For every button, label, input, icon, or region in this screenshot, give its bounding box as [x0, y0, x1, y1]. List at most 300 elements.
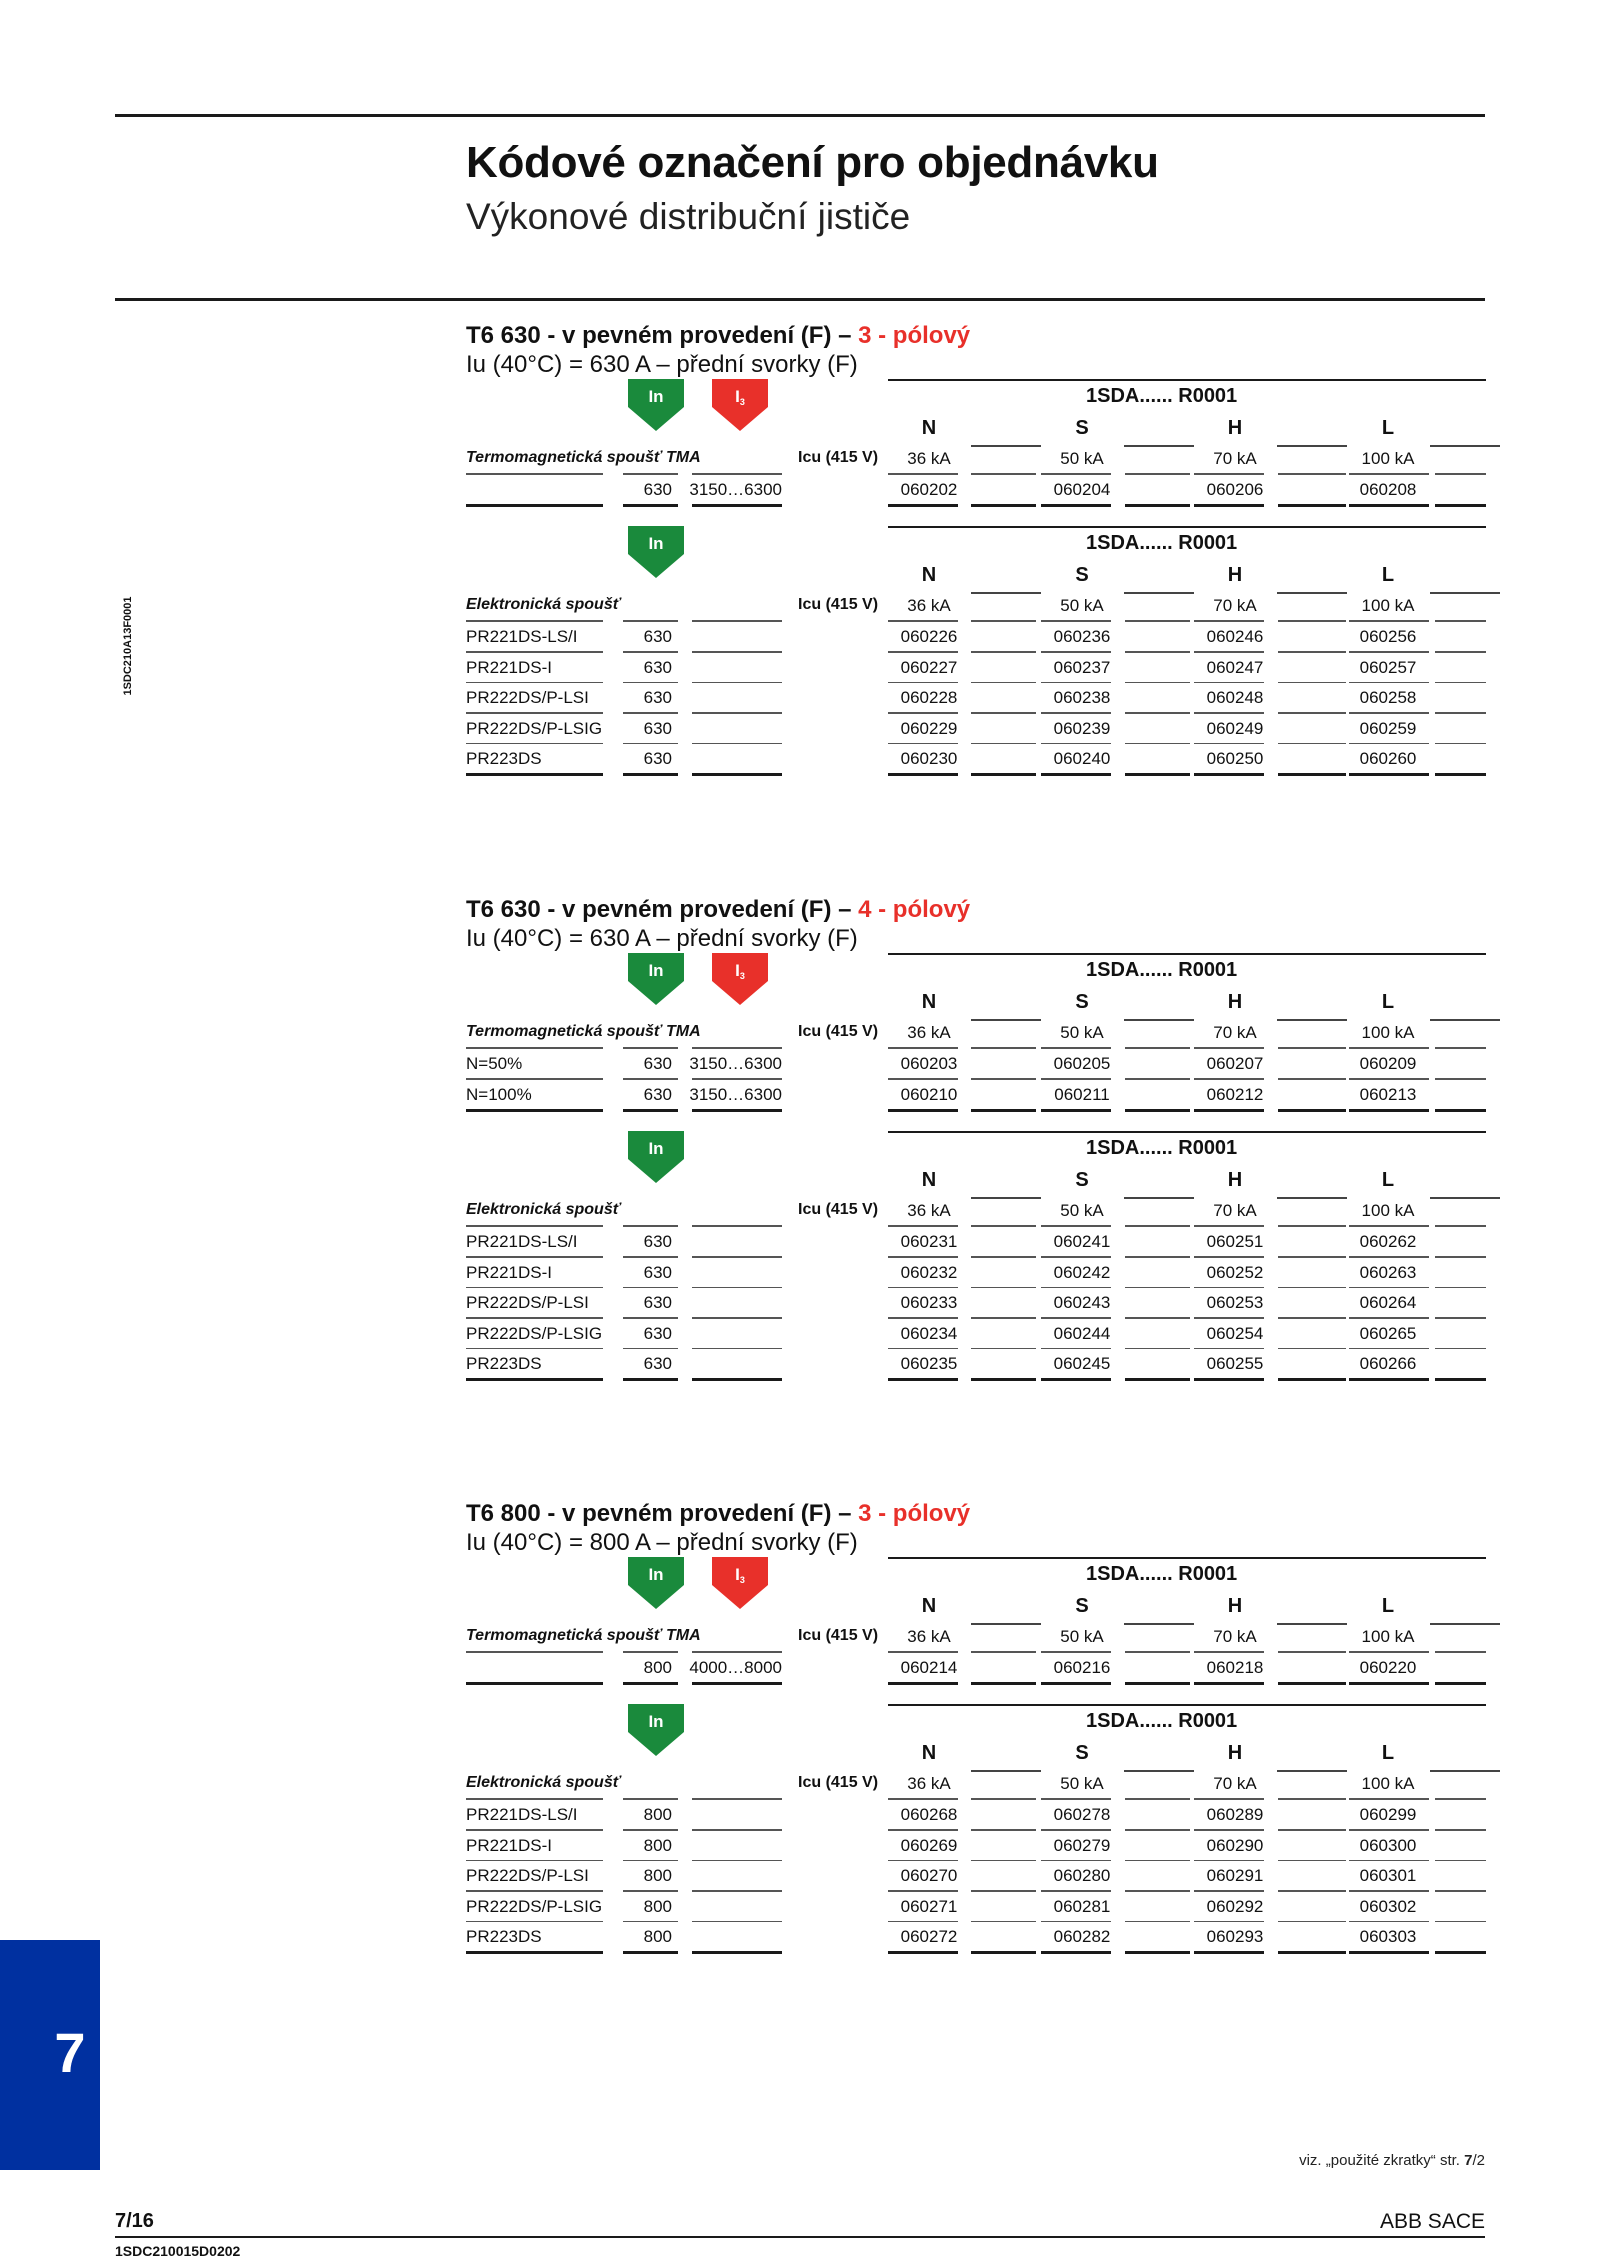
order-code-cell: 100 kA — [1361, 1201, 1415, 1220]
order-code-cell: 060262 — [1359, 1232, 1417, 1251]
footnote-suffix: /2 — [1472, 2152, 1485, 2169]
footnote — [1299, 2152, 1485, 2169]
row-rule — [692, 1951, 782, 1954]
row-rule — [1194, 1348, 1264, 1350]
row-rule — [466, 1682, 603, 1685]
order-code-cell: 060279 — [1053, 1835, 1111, 1855]
in-value: 630 — [643, 1262, 672, 1282]
row-rule — [1125, 1109, 1190, 1112]
row-rule — [1125, 1890, 1190, 1892]
row-rule — [1435, 1682, 1486, 1685]
row-rule — [1125, 1829, 1190, 1831]
row-rule — [1194, 1078, 1264, 1080]
row-rule — [692, 1348, 782, 1350]
row-rule — [1278, 1317, 1346, 1319]
row-rule — [1125, 1798, 1190, 1800]
in-value: 630 — [643, 718, 672, 738]
row-rule — [888, 1798, 958, 1800]
row-rule — [1435, 1921, 1486, 1923]
column-header: L — [1381, 991, 1395, 1013]
section-1 — [466, 322, 1486, 801]
column-header: S — [1075, 564, 1089, 586]
row-rule — [1435, 1078, 1486, 1080]
section-title — [466, 896, 1486, 924]
row-rule — [623, 651, 678, 653]
row-rule — [466, 1317, 603, 1319]
row-rule — [1435, 1047, 1486, 1049]
order-code-cell: 060269 — [900, 1835, 958, 1855]
in-value: 630 — [643, 749, 672, 768]
row-rule — [1041, 1951, 1111, 1954]
order-code-cell: 060232 — [900, 1262, 958, 1282]
row-rule — [1435, 504, 1486, 507]
in-arrow-icon — [628, 1557, 684, 1609]
section-title-poles: 4 - pólový — [858, 896, 971, 923]
row-rule — [1278, 712, 1346, 714]
row-rule — [1041, 1225, 1111, 1227]
row-rule — [1435, 651, 1486, 653]
row-rule — [888, 1256, 958, 1258]
in-value: 800 — [643, 1927, 672, 1946]
row-rule — [971, 1682, 1036, 1685]
row-rule — [466, 1829, 603, 1831]
row-rule — [623, 1651, 678, 1653]
column-rule — [1124, 592, 1194, 594]
row-rule — [623, 1047, 678, 1049]
page-title: Kódové označení pro objednávku — [466, 138, 1159, 187]
row-rule — [623, 1348, 678, 1350]
row-rule — [1125, 1921, 1190, 1923]
row-rule — [1041, 1921, 1111, 1923]
row-rule — [888, 773, 958, 776]
column-rule — [1430, 1623, 1500, 1625]
column-rule — [1430, 592, 1500, 594]
order-code-cell: 060293 — [1206, 1927, 1264, 1946]
trip-unit-label: PR222DS/P-LSIG — [466, 1323, 603, 1343]
row-rule — [1194, 504, 1264, 507]
row-rule — [1278, 1256, 1346, 1258]
column-header: S — [1075, 1595, 1089, 1617]
row-rule — [1194, 1921, 1264, 1923]
section-title-main: T6 630 - v pevném provedení (F) – — [466, 322, 859, 349]
row-rule — [888, 1225, 958, 1227]
row-rule — [1349, 712, 1429, 714]
in-value: 800 — [643, 1805, 672, 1824]
column-header: S — [1075, 417, 1089, 439]
row-rule — [971, 504, 1036, 507]
i3-arrow-icon-text: I — [735, 1565, 740, 1584]
row-rule — [1194, 1378, 1264, 1381]
row-rule — [1435, 1951, 1486, 1954]
row-rule — [623, 1860, 678, 1862]
electronic-table — [466, 1131, 1486, 1406]
in-arrow-icon — [628, 526, 684, 578]
row-rule — [1278, 682, 1346, 684]
row-rule — [1349, 1225, 1429, 1227]
row-rule — [1125, 773, 1190, 776]
release-type-label: Elektronická spoušť — [466, 596, 621, 613]
i3-arrow-icon-text: I — [735, 961, 740, 980]
row-rule — [1194, 1798, 1264, 1800]
column-header: H — [1227, 1595, 1243, 1617]
row-rule — [466, 1378, 603, 1381]
row-rule — [623, 712, 678, 714]
row-rule — [1125, 651, 1190, 653]
column-rule — [1430, 1197, 1500, 1199]
column-rule — [1124, 1019, 1194, 1021]
order-code-cell: 060243 — [1053, 1293, 1111, 1312]
column-rule — [1430, 1019, 1500, 1021]
row-rule — [971, 1651, 1036, 1653]
order-code-cell: 060241 — [1053, 1232, 1111, 1251]
row-rule — [1349, 1378, 1429, 1381]
order-code-cell: 060253 — [1206, 1293, 1264, 1312]
row-rule — [1194, 743, 1264, 745]
table-top-rule — [888, 1704, 1486, 1706]
order-code-cell: 060265 — [1359, 1323, 1417, 1343]
in-arrow-icon-label — [628, 961, 684, 981]
order-code-cell: 060264 — [1359, 1293, 1417, 1312]
row-rule — [466, 1225, 603, 1227]
row-rule — [888, 1682, 958, 1685]
trip-unit-label: PR222DS/P-LSI — [466, 1293, 589, 1312]
row-rule — [1435, 1829, 1486, 1831]
row-rule — [1041, 473, 1111, 475]
trip-unit-label: PR221DS-LS/I — [466, 1232, 578, 1251]
page-subtitle: Výkonové distribuční jističe — [466, 196, 911, 237]
header-rule — [115, 298, 1485, 301]
row-rule — [692, 1109, 782, 1112]
order-code-cell: 060246 — [1206, 627, 1264, 646]
row-rule — [466, 1078, 603, 1080]
in-value: 630 — [643, 657, 672, 677]
order-code-cell: 50 kA — [1060, 1023, 1104, 1042]
in-value: 630 — [643, 627, 672, 646]
column-header: H — [1227, 1169, 1243, 1191]
row-rule — [888, 1651, 958, 1653]
order-code-cell: 060292 — [1206, 1896, 1264, 1916]
electronic-table — [466, 1704, 1486, 1979]
side-figure-code: 1SDC210A13F0001 — [122, 596, 134, 696]
row-rule — [1125, 682, 1190, 684]
row-rule — [1041, 620, 1111, 622]
row-rule — [888, 473, 958, 475]
row-rule — [692, 651, 782, 653]
order-code-cell: 060226 — [900, 627, 958, 646]
i3-arrow-icon-label — [712, 387, 768, 407]
row-rule — [1435, 1287, 1486, 1289]
column-header: N — [921, 564, 937, 586]
in-arrow-icon — [628, 379, 684, 431]
in-value: 630 — [643, 1232, 672, 1251]
column-header: S — [1075, 991, 1089, 1013]
column-header: N — [921, 1742, 937, 1764]
section-title-poles: 3 - pólový — [858, 322, 971, 349]
row-rule — [1278, 473, 1346, 475]
row-rule — [1194, 651, 1264, 653]
row-rule — [1041, 1682, 1111, 1685]
order-code-cell: 060278 — [1053, 1805, 1111, 1824]
row-rule — [1041, 712, 1111, 714]
release-type-label: Termomagnetická spoušť TMA — [466, 449, 701, 466]
order-code-cell: 060250 — [1206, 749, 1264, 768]
i3-arrow-icon-subscript: 3 — [739, 971, 745, 981]
tma-table — [466, 1557, 1486, 1698]
order-code-cell: 060240 — [1053, 749, 1111, 768]
order-code-cell: 060235 — [900, 1354, 958, 1373]
order-code-cell: 060244 — [1053, 1323, 1111, 1343]
row-rule — [466, 504, 603, 507]
order-code-cell: 50 kA — [1060, 1774, 1104, 1793]
row-rule — [692, 1317, 782, 1319]
icu-label: Icu (415 V) — [798, 1023, 879, 1040]
row-rule — [1435, 1798, 1486, 1800]
column-header: L — [1381, 1742, 1395, 1764]
row-rule — [888, 1317, 958, 1319]
order-code-cell: 70 kA — [1213, 596, 1257, 615]
row-rule — [888, 743, 958, 745]
row-rule — [1278, 743, 1346, 745]
row-rule — [623, 1951, 678, 1954]
row-rule — [971, 1798, 1036, 1800]
row-rule — [888, 1860, 958, 1862]
order-code-cell: 060251 — [1206, 1232, 1264, 1251]
trip-unit-label: PR222DS/P-LSIG — [466, 718, 603, 738]
order-code-cell: 100 kA — [1361, 1023, 1415, 1042]
row-rule — [971, 743, 1036, 745]
row-rule — [971, 1890, 1036, 1892]
trip-unit-label: PR223DS — [466, 1927, 542, 1946]
row-rule — [1125, 1951, 1190, 1954]
row-rule — [1435, 1378, 1486, 1381]
in-arrow-icon — [628, 1131, 684, 1183]
row-rule — [466, 1348, 603, 1350]
column-rule — [1277, 1770, 1347, 1772]
row-rule — [623, 1798, 678, 1800]
icu-label: Icu (415 V) — [798, 449, 879, 466]
row-rule — [971, 1047, 1036, 1049]
row-rule — [1435, 1890, 1486, 1892]
order-code-cell: 060230 — [900, 749, 958, 768]
trip-unit-label: PR223DS — [466, 749, 542, 768]
row-rule — [1435, 712, 1486, 714]
order-code-cell: 060238 — [1053, 688, 1111, 707]
in-arrow-icon-label — [628, 534, 684, 554]
i3-arrow-icon — [712, 1557, 768, 1609]
in-arrow-icon-text: In — [648, 961, 664, 980]
row-rule — [692, 620, 782, 622]
order-code-cell: 060271 — [900, 1896, 958, 1916]
row-rule — [971, 1829, 1036, 1831]
order-code-cell: 060202 — [900, 480, 958, 499]
i3-arrow-icon-subscript: 3 — [739, 397, 745, 407]
row-rule — [1125, 620, 1190, 622]
column-rule — [1430, 445, 1500, 447]
row-rule — [888, 1287, 958, 1289]
i3-value: 3150…6300 — [689, 1054, 782, 1073]
row-rule — [1278, 1829, 1346, 1831]
row-rule — [1435, 743, 1486, 745]
row-rule — [1349, 1287, 1429, 1289]
release-type-label: Termomagnetická spoušť TMA — [466, 1627, 701, 1644]
footer-rule — [115, 2236, 1485, 2238]
row-rule — [888, 651, 958, 653]
document-code: 1SDC210015D0202 — [115, 2243, 241, 2259]
row-rule — [1435, 1109, 1486, 1112]
row-rule — [466, 712, 603, 714]
row-rule — [1349, 1256, 1429, 1258]
row-rule — [1125, 743, 1190, 745]
row-rule — [1194, 1225, 1264, 1227]
row-rule — [1278, 620, 1346, 622]
row-rule — [692, 1378, 782, 1381]
column-rule — [971, 1623, 1041, 1625]
order-code-cell: 70 kA — [1213, 1627, 1257, 1646]
row-rule — [1349, 1317, 1429, 1319]
order-code-header: 1SDA...... R0001 — [1086, 1710, 1238, 1732]
row-rule — [1194, 1860, 1264, 1862]
row-rule — [692, 773, 782, 776]
row-rule — [623, 1890, 678, 1892]
row-rule — [1125, 473, 1190, 475]
column-header: H — [1227, 417, 1243, 439]
row-rule — [971, 1078, 1036, 1080]
row-rule — [692, 504, 782, 507]
row-rule — [888, 1890, 958, 1892]
row-rule — [1278, 1951, 1346, 1954]
row-rule — [1041, 743, 1111, 745]
row-rule — [466, 743, 603, 745]
row-rule — [888, 1109, 958, 1112]
tma-row-label: N=100% — [466, 1085, 532, 1104]
icu-label: Icu (415 V) — [798, 1774, 879, 1791]
row-rule — [1041, 504, 1111, 507]
order-code-cell: 060248 — [1206, 688, 1264, 707]
in-value: 630 — [643, 1293, 672, 1312]
tma-table — [466, 953, 1486, 1125]
row-rule — [466, 773, 603, 776]
row-rule — [1349, 620, 1429, 622]
order-code-cell: 70 kA — [1213, 1201, 1257, 1220]
order-code-cell: 060212 — [1206, 1085, 1264, 1104]
row-rule — [971, 1317, 1036, 1319]
order-code-cell: 100 kA — [1361, 596, 1415, 615]
row-rule — [1125, 504, 1190, 507]
order-code-cell: 060256 — [1359, 627, 1417, 646]
in-arrow-icon — [628, 1704, 684, 1756]
order-code-cell: 060263 — [1359, 1262, 1417, 1282]
in-arrow-icon-text: In — [648, 1565, 664, 1584]
row-rule — [888, 1829, 958, 1831]
row-rule — [1278, 1047, 1346, 1049]
i3-value: 4000…8000 — [689, 1658, 782, 1677]
row-rule — [1125, 1378, 1190, 1381]
order-code-cell: 060207 — [1206, 1054, 1264, 1073]
in-value: 630 — [643, 1354, 672, 1373]
trip-unit-label: PR221DS-I — [466, 657, 552, 677]
row-rule — [888, 1078, 958, 1080]
row-rule — [466, 1890, 603, 1892]
row-rule — [971, 651, 1036, 653]
row-rule — [1194, 1682, 1264, 1685]
column-rule — [1124, 445, 1194, 447]
in-value: 800 — [643, 1835, 672, 1855]
row-rule — [1194, 682, 1264, 684]
order-code-header: 1SDA...... R0001 — [1086, 385, 1238, 407]
row-rule — [888, 712, 958, 714]
order-code-cell: 060301 — [1359, 1866, 1417, 1885]
row-rule — [623, 504, 678, 507]
i3-arrow-icon — [712, 379, 768, 431]
row-rule — [1041, 1798, 1111, 1800]
row-rule — [888, 1921, 958, 1923]
column-rule — [1430, 1770, 1500, 1772]
row-rule — [1435, 1256, 1486, 1258]
section-subtitle: Iu (40°C) = 800 A – přední svorky (F) — [466, 1529, 858, 1556]
order-code-cell: 060209 — [1359, 1054, 1417, 1073]
row-rule — [692, 743, 782, 745]
row-rule — [1041, 651, 1111, 653]
row-rule — [466, 1287, 603, 1289]
row-rule — [971, 1921, 1036, 1923]
order-code-cell: 36 kA — [907, 449, 951, 468]
row-rule — [1349, 504, 1429, 507]
row-rule — [1435, 682, 1486, 684]
column-rule — [971, 1770, 1041, 1772]
order-code-cell: 060289 — [1206, 1805, 1264, 1824]
row-rule — [1125, 1651, 1190, 1653]
in-arrow-icon-label — [628, 1565, 684, 1585]
row-rule — [1125, 1682, 1190, 1685]
column-rule — [1124, 1770, 1194, 1772]
row-rule — [623, 1287, 678, 1289]
row-rule — [692, 1047, 782, 1049]
row-rule — [692, 682, 782, 684]
order-code-header: 1SDA...... R0001 — [1086, 1563, 1238, 1585]
order-code-cell: 060300 — [1359, 1835, 1417, 1855]
row-rule — [1278, 1921, 1346, 1923]
i3-value: 3150…6300 — [689, 1085, 782, 1104]
row-rule — [466, 651, 603, 653]
column-rule — [1124, 1197, 1194, 1199]
column-header: H — [1227, 564, 1243, 586]
row-rule — [1194, 1317, 1264, 1319]
section-title-main: T6 630 - v pevném provedení (F) – — [466, 896, 859, 923]
order-code-cell: 060254 — [1206, 1323, 1264, 1343]
table-top-rule — [888, 526, 1486, 528]
row-rule — [1125, 1078, 1190, 1080]
order-code-cell: 060247 — [1206, 657, 1264, 677]
column-header: N — [921, 1595, 937, 1617]
row-rule — [1125, 1047, 1190, 1049]
row-rule — [623, 1317, 678, 1319]
row-rule — [1041, 1287, 1111, 1289]
order-code-cell: 060213 — [1359, 1085, 1417, 1104]
trip-unit-label: PR222DS/P-LSIG — [466, 1896, 603, 1916]
row-rule — [1041, 1651, 1111, 1653]
order-code-cell: 060252 — [1206, 1262, 1264, 1282]
order-code-cell: 060205 — [1053, 1054, 1111, 1073]
row-rule — [971, 712, 1036, 714]
order-code-cell: 060228 — [900, 688, 958, 707]
order-code-cell: 36 kA — [907, 1023, 951, 1042]
row-rule — [1194, 1829, 1264, 1831]
row-rule — [623, 743, 678, 745]
row-rule — [1041, 682, 1111, 684]
order-code-cell: 060282 — [1053, 1927, 1111, 1946]
row-rule — [1125, 1317, 1190, 1319]
top-rule — [115, 114, 1485, 117]
